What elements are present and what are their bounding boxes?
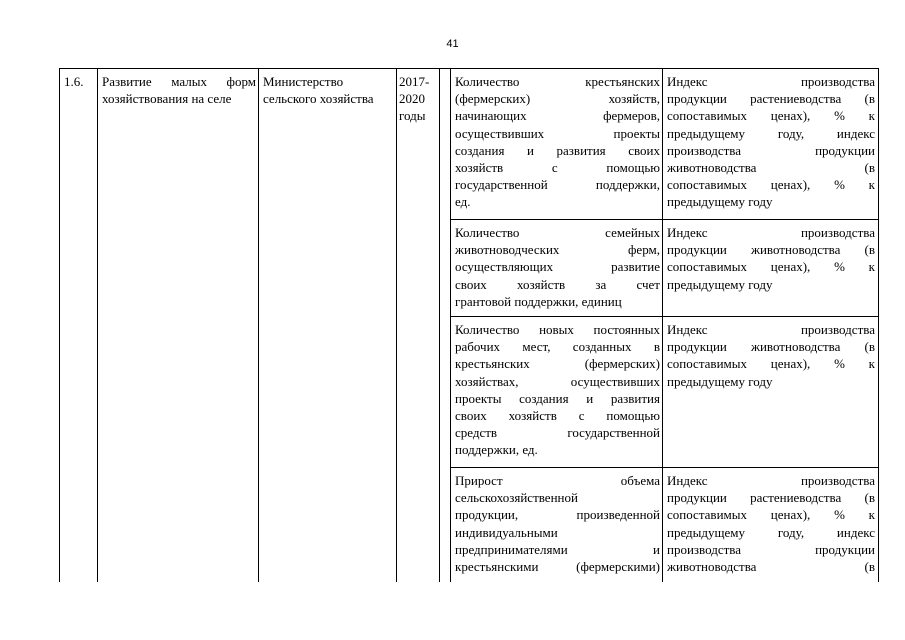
- indicator-line: (фермерских) хозяйств,: [455, 91, 660, 107]
- executor-line: сельского хозяйства: [263, 91, 374, 107]
- indicator-line: продукции, произведенной: [455, 507, 660, 523]
- indicator-3: [455, 321, 660, 459]
- result-3: [667, 321, 875, 390]
- indicator-line: поддержки, ед.: [455, 442, 538, 458]
- executor-line: Министерство: [263, 74, 344, 89]
- row-divider: [450, 316, 879, 317]
- executor: [263, 73, 393, 107]
- indicator-line: начинающих фермеров,: [455, 108, 660, 124]
- result-line: сопоставимых ценах), % к: [667, 507, 875, 523]
- period-line: 2020: [399, 91, 425, 107]
- indicator-line: своих хозяйств с помощью: [455, 408, 660, 424]
- indicator-4: [455, 472, 660, 575]
- indicator-line: рабочих мест, созданных в: [455, 339, 660, 355]
- result-line: Индекс производства: [667, 225, 875, 240]
- indicator-1: [455, 73, 660, 211]
- column-divider: [258, 68, 259, 582]
- result-line: продукции растениеводства (в: [667, 91, 875, 107]
- column-divider: [396, 68, 397, 582]
- result-1: [667, 73, 875, 211]
- result-line: сопоставимых ценах), % к: [667, 177, 875, 193]
- indicator-line: хозяйств с помощью: [455, 160, 660, 176]
- indicator-line: Количество семейных: [455, 225, 660, 240]
- result-line: предыдущему году: [667, 373, 773, 389]
- indicator-line: Количество новых постоянных: [455, 322, 660, 337]
- result-line: продукции животноводства (в: [667, 242, 875, 258]
- column-divider: [97, 68, 98, 582]
- period: [399, 73, 437, 125]
- measure-name: [102, 73, 256, 108]
- indicator-line: предпринимателями и: [455, 541, 660, 557]
- result-line: Индекс производства: [667, 74, 875, 89]
- indicator-line: средств государственной: [455, 425, 660, 441]
- indicator-line: создания и развития своих: [455, 142, 660, 158]
- indicator-line: проекты создания и развития: [455, 390, 660, 406]
- column-divider: [450, 68, 451, 582]
- row-divider: [450, 219, 879, 220]
- indicator-line: животноводческих ферм,: [455, 242, 660, 258]
- result-line: Индекс производства: [667, 322, 875, 337]
- column-divider: [439, 68, 440, 582]
- result-line: производства продукции: [667, 142, 875, 158]
- indicator-line: ед.: [455, 194, 471, 210]
- period-line: годы: [399, 108, 426, 124]
- measure-name-text: Развитие малых форм хозяйствования на селе: [102, 74, 256, 107]
- indicator-line: хозяйствах, осуществивших: [455, 373, 660, 389]
- result-line: животноводства (в: [667, 559, 875, 575]
- indicator-line: грантовой поддержки, единиц: [455, 293, 622, 309]
- indicator-line: Количество крестьянских: [455, 74, 660, 89]
- result-line: сопоставимых ценах), % к: [667, 356, 875, 372]
- result-4: [667, 472, 875, 575]
- table-border-right: [878, 68, 879, 582]
- column-divider: [662, 68, 663, 582]
- result-line: продукции животноводства (в: [667, 339, 875, 355]
- result-line: сопоставимых ценах), % к: [667, 259, 875, 275]
- indicator-line: индивидуальными: [455, 524, 558, 540]
- result-2: [667, 224, 875, 293]
- indicator-line: сельскохозяйственной: [455, 490, 578, 506]
- indicator-line: крестьянскими (фермерскими): [455, 559, 660, 575]
- table-border-left: [59, 68, 60, 582]
- indicator-line: Прирост объема: [455, 473, 660, 488]
- result-line: предыдущему году: [667, 276, 773, 292]
- period-line: 2017-: [399, 74, 430, 89]
- indicator-line: осуществляющих развитие: [455, 259, 660, 275]
- result-line: Индекс производства: [667, 473, 875, 488]
- result-line: продукции растениеводства (в: [667, 490, 875, 506]
- result-line: животноводства (в: [667, 160, 875, 176]
- table-border-top: [59, 68, 879, 69]
- indicator-line: своих хозяйств за счет: [455, 276, 660, 292]
- indicator-2: [455, 224, 660, 310]
- result-line: предыдущему году: [667, 194, 773, 210]
- page-number: 41: [446, 38, 459, 50]
- result-line: предыдущему году, индекс: [667, 524, 875, 540]
- indicator-line: государственной поддержки,: [455, 177, 660, 193]
- row-divider: [450, 467, 879, 468]
- result-line: сопоставимых ценах), % к: [667, 108, 875, 124]
- row-number: 1.6.: [64, 74, 84, 89]
- result-line: предыдущему году, индекс: [667, 125, 875, 141]
- indicator-line: крестьянских (фермерских): [455, 356, 660, 372]
- result-line: производства продукции: [667, 541, 875, 557]
- indicator-line: осуществивших проекты: [455, 125, 660, 141]
